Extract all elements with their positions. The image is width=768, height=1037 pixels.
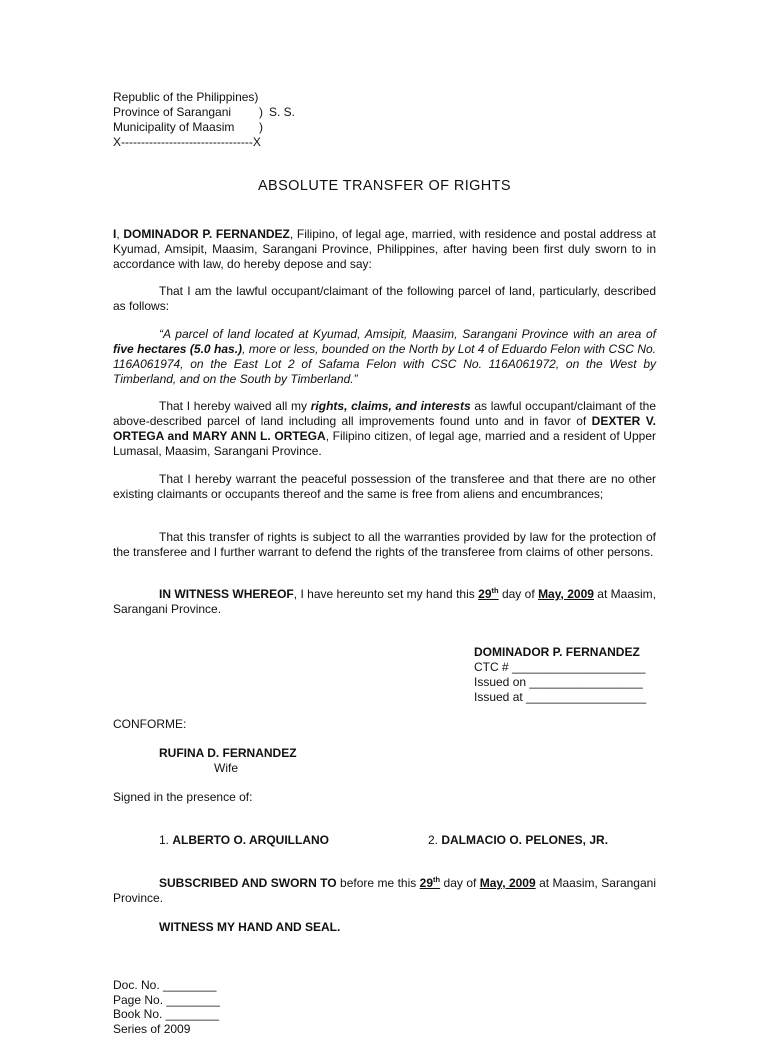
intro-paragraph bbox=[113, 227, 656, 272]
jurat-text-c: day of bbox=[440, 876, 480, 890]
document-title: ABSOLUTE TRANSFER OF RIGHTS bbox=[257, 178, 512, 194]
waiver-rights: rights, claims, and interests bbox=[310, 399, 471, 413]
subscribed-sworn: SUBSCRIBED AND SWORN TO bbox=[159, 876, 337, 890]
jurat-text-b: before me this bbox=[336, 876, 420, 890]
venue-row bbox=[113, 105, 656, 120]
notarial-register bbox=[113, 978, 656, 1036]
witness-text-c: day of bbox=[498, 587, 539, 601]
warrant-paragraph: That I hereby warrant the peaceful possession of the transferee and that there are no other existing claimants or occupants thereof and the same is free from aliens and encumbrances; bbox=[113, 472, 656, 501]
jurat-paragraph bbox=[113, 876, 656, 906]
waiver-paragraph bbox=[113, 399, 656, 459]
witness-number: 1. bbox=[159, 833, 173, 847]
venue-left: Province of Sarangani bbox=[113, 105, 232, 119]
witness-2 bbox=[428, 833, 658, 848]
hand-and-seal: WITNESS MY HAND AND SEAL. bbox=[159, 920, 341, 934]
witness-text-d: at Maasim, Sarangani Province. bbox=[113, 587, 657, 616]
presence-label: Signed in the presence of: bbox=[113, 790, 253, 804]
waiver-text-e: , Filipino citizen, of legal age, married and a resident of Upper Lumasal, Maasim, Sarangani Province. bbox=[113, 429, 656, 458]
signatory-name: DOMINADOR P. FERNANDEZ bbox=[474, 645, 640, 659]
book-number-line: Book No. ________ bbox=[113, 1007, 220, 1021]
conforme-label: CONFORME: bbox=[113, 717, 187, 731]
witness-day-suffix: th bbox=[491, 586, 499, 595]
venue-left: Municipality of Maasim bbox=[113, 120, 235, 134]
witness-name: ALBERTO O. ARQUILLANO bbox=[172, 833, 330, 847]
venue-caption bbox=[113, 90, 656, 150]
witness-text-b: , I have hereunto set my hand this bbox=[293, 587, 479, 601]
waiver-text-a: That I hereby waived all my bbox=[159, 399, 311, 413]
witness-whereof: IN WITNESS WHEREOF bbox=[159, 587, 294, 601]
land-description bbox=[113, 327, 656, 387]
jurat-day-suffix: th bbox=[433, 875, 441, 884]
witness-month: May, 2009 bbox=[538, 587, 594, 601]
witness-number: 2. bbox=[428, 833, 442, 847]
issued-on-line: Issued on _________________ bbox=[474, 675, 643, 689]
venue-right: S. S. bbox=[269, 105, 296, 119]
venue-mid bbox=[259, 90, 269, 105]
land-text-a: “A parcel of land located at Kyumad, Amsipit, Maasim, Sarangani Province with an area of bbox=[159, 327, 656, 341]
witness-day-number: 29 bbox=[478, 587, 492, 601]
venue-mid: ) bbox=[259, 120, 263, 134]
transferee-names: DEXTER V. ORTEGA and MARY ANN L. ORTEGA bbox=[113, 414, 656, 443]
occupant-paragraph: That I am the lawful occupant/claimant of the following parcel of land, particularly, described as follows: bbox=[113, 284, 656, 313]
subject-paragraph: That this transfer of rights is subject to all the warranties provided by law for the protection of the transferee and I further warrant to defend the rights of the transferee from claims of other persons. bbox=[113, 530, 656, 559]
conforme-name: RUFINA D. FERNANDEZ bbox=[159, 746, 297, 760]
venue-mid: ) bbox=[259, 105, 263, 119]
venue-left: Republic of the Philippines) bbox=[113, 90, 259, 104]
land-area: five hectares (5.0 has.) bbox=[113, 342, 243, 356]
witness-day bbox=[478, 587, 498, 601]
venue-row bbox=[113, 120, 656, 135]
witness-whereof-paragraph bbox=[113, 587, 656, 617]
jurat-day-number: 29 bbox=[419, 876, 434, 890]
land-text-c: , more or less, bounded on the North by Lot 4 of Eduardo Felon with CSC No. 116A061974, on the East Lot 2 of Safama Felon with CSC No. 116A061972, on the West by Timberland, and on the South by Timberland.” bbox=[113, 342, 656, 386]
document-page bbox=[113, 0, 657, 1036]
witness-name: DALMACIO O. PELONES, JR. bbox=[441, 833, 609, 847]
series-line: Series of 2009 bbox=[113, 1021, 191, 1036]
intro-text: , Filipino, of legal age, married, with residence and postal address at Kyumad, Amsipit, Maasim, Sarangani Province, Philippines, after having been first duly sworn to in accordance with law, do hereby depose and say: bbox=[113, 227, 656, 271]
waiver-text-c: as lawful occupant/claimant of the above-described parcel of land including all improvements found unto and in favor of bbox=[113, 399, 657, 428]
signature-block bbox=[474, 645, 659, 705]
page-number-line: Page No. ________ bbox=[113, 992, 220, 1007]
venue-divider: X---------------------------------X bbox=[113, 135, 261, 149]
jurat-month: May, 2009 bbox=[479, 876, 536, 890]
intro-separator: , bbox=[116, 227, 124, 241]
affiant-name: DOMINADOR P. FERNANDEZ bbox=[123, 227, 290, 241]
witness-1 bbox=[159, 833, 429, 848]
jurat-text-d: at Maasim, Sarangani Province. bbox=[113, 876, 656, 905]
conforme-role: Wife bbox=[214, 761, 238, 775]
intro-pronoun: I bbox=[113, 227, 117, 241]
ctc-line: CTC # ____________________ bbox=[474, 660, 646, 674]
venue-row bbox=[113, 90, 656, 105]
doc-number-line: Doc. No. ________ bbox=[113, 978, 217, 992]
jurat-day bbox=[420, 876, 440, 890]
issued-at-line: Issued at __________________ bbox=[474, 690, 647, 704]
